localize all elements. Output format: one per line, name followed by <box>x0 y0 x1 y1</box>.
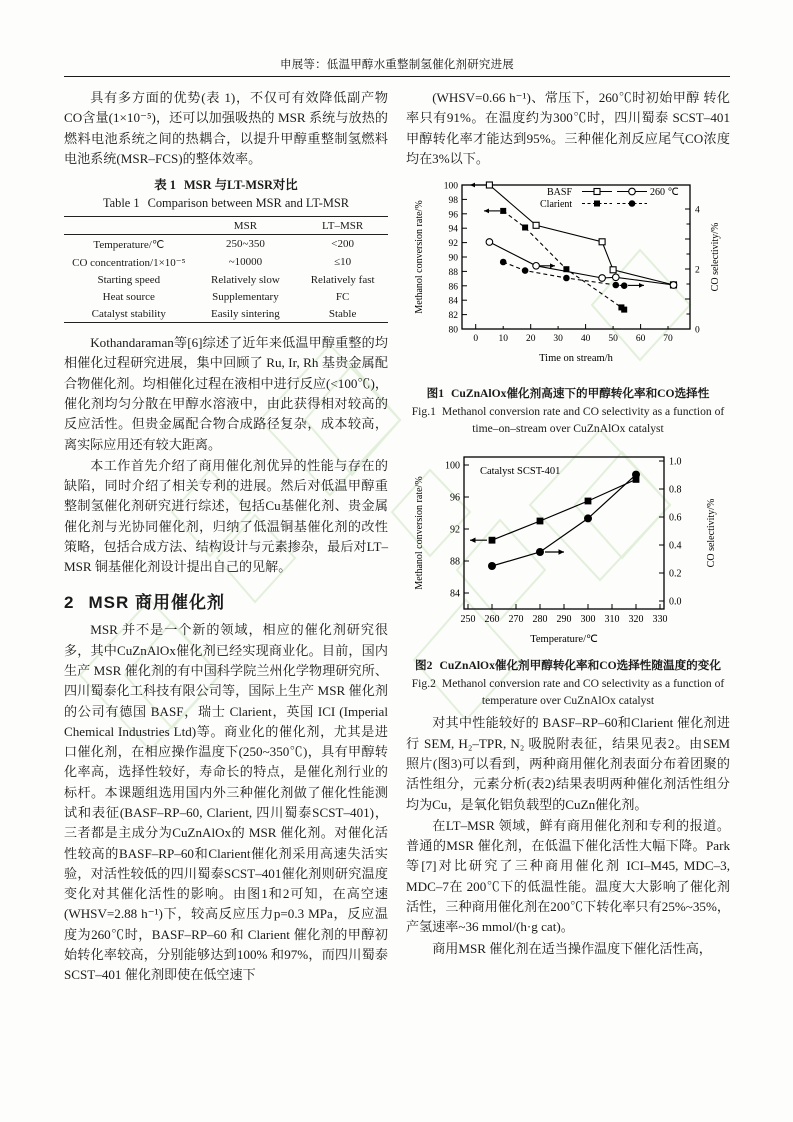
svg-text:92: 92 <box>450 524 460 536</box>
table-1 <box>64 177 388 323</box>
table-header-row <box>64 217 388 235</box>
svg-text:2: 2 <box>695 265 700 276</box>
paragraph: 在LT–MSR 领域，鲜有商用催化剂和专利的报道。普通的MSR 催化剂，在低温下催化活性大幅下降。Park等[7]对比研究了三种商用催化剂 ICI–M45, MDC–3, MDC–7在 200℃下的低温性能。温度大大影响了催化剂活性，三种商用催化剂在200℃下转化率只有25%~35%，产氢速率~36 mmol/(h·g cat)。 <box>406 817 730 935</box>
svg-text:BASF: BASF <box>547 187 573 199</box>
table-cell: Temperature/℃ <box>93 238 165 251</box>
figure-1-xlabel: Time on stream/h <box>539 353 613 365</box>
svg-text:30: 30 <box>553 334 563 345</box>
right-column <box>406 88 730 960</box>
paragraph: Kothandaraman等[6]综述了近年来低温甲醇重整的均相催化过程研究进展，集中回顾了 Ru, Ir, Rh 基贵金属配合物催化剂。均相催化过程在液相中进行反应(<100℃)，催化剂均匀分散在甲醇水溶液中，由此获得相对较高的反应活性。但贵金属配合物合成路径复杂，成本较高，离实际应用还有较大距离。 <box>64 335 388 452</box>
table-cell: Stable <box>297 305 388 323</box>
figure-1-ylabel: Methanol conversion rate/% <box>414 200 425 314</box>
table-row <box>64 288 388 305</box>
svg-text:290: 290 <box>556 614 572 626</box>
figure-1-y2label: CO selectivity/% <box>710 222 721 292</box>
comparison-table <box>64 216 388 323</box>
paragraph: 商用MSR 催化剂在适当操作温度下催化活性高， <box>432 940 712 956</box>
svg-text:0.8: 0.8 <box>669 484 682 496</box>
svg-text:270: 270 <box>508 614 524 626</box>
svg-text:70: 70 <box>663 334 673 345</box>
left-column <box>64 88 388 987</box>
paragraph: 本工作首先介绍了商用催化剂优异的性能与存在的缺陷，同时介绍了相关专利的进展。然后对低温甲醇重整制氢催化剂研究进行综述，包括Cu基催化剂、贵金属催化剂与光协同催化剂，归纳了低温铜基催化剂的改性策略，包括合成方法、结构设计与元素掺杂，最后对LT–MSR 铜基催化剂设计提出自己的见解。 <box>64 457 388 575</box>
figure-1-caption <box>406 385 730 437</box>
paragraph: 具有多方面的优势(表 1)，不仅可有效降低副产物CO含量(1×10⁻⁵)，还可以加强吸热的 MSR 系统与放热的燃料电池系统之间的热耦合，以提升甲醇重整制氢燃料电池系统(MSR–FCS)的整体效率。 <box>64 90 388 166</box>
running-head: 申展等：低温甲醇水重整制氢催化剂研究进展 <box>280 59 514 71</box>
svg-text:260 ℃: 260 ℃ <box>650 187 679 199</box>
svg-text:84: 84 <box>448 296 458 307</box>
table-caption-en-text: Comparison between MSR and LT-MSR <box>147 196 350 211</box>
paragraph: 对其中性能较好的 BASF–RP–60和Clarient 催化剂进行 SEM, H₂–TPR, N₂ 吸脱附表征，结果见表2。由SEM 照片(图3)可以看到，两种商用催化剂表面分布着团聚的活性组分，元素分析(表2)结果表明两种催化剂活性组分均为Cu，是氧化铝负载型的CuZn催化剂。 <box>406 715 730 812</box>
svg-text:96: 96 <box>448 210 458 221</box>
table-row <box>64 271 388 288</box>
svg-text:310: 310 <box>604 614 620 626</box>
figure-1 <box>406 171 730 437</box>
svg-text:40: 40 <box>580 334 591 345</box>
svg-text:82: 82 <box>448 311 458 322</box>
figure-1-legend <box>540 187 679 210</box>
svg-text:0.2: 0.2 <box>669 568 682 580</box>
table-cell: Relatively fast <box>310 273 375 286</box>
table-row <box>64 235 388 254</box>
figure-1-caption-en-label: Fig.1 <box>411 404 436 418</box>
table-col-header-0 <box>64 217 194 235</box>
table-col-header-2: LT–MSR <box>297 217 388 235</box>
svg-text:0.0: 0.0 <box>669 596 682 608</box>
figure-2-caption-cn-text: CuZnAlOx催化剂甲醇转化率和CO选择性随温度的变化 <box>439 659 721 673</box>
figure-1-caption-en-text: Methanol conversion rate and CO selectivity as a function of time–on–stream over CuZnAlOx catalyst <box>441 404 725 435</box>
table-caption-cn-text: MSR 与LT-MSR对比 <box>183 178 298 193</box>
svg-text:0.4: 0.4 <box>669 540 682 552</box>
header-rule <box>64 76 730 77</box>
svg-text:320: 320 <box>628 614 644 626</box>
svg-text:60: 60 <box>635 334 646 345</box>
paragraph: (WHSV=0.66 h⁻¹)、常压下，260℃时初始甲醇 转化率只有91%。在温度约为300℃时，四川蜀泰 SCST–401 甲醇转化率才能达到95%。三种催化剂反应尾气CO浓度均在3%以下。 <box>406 90 730 166</box>
table-cell: <200 <box>331 238 354 251</box>
table-row <box>64 253 388 271</box>
svg-text:98: 98 <box>448 196 458 207</box>
table-cell: ~10000 <box>228 256 263 269</box>
table-cell: FC <box>335 290 350 303</box>
table-cell: ≤10 <box>334 256 352 269</box>
figure-2-chart <box>406 441 730 653</box>
svg-text:90: 90 <box>448 253 458 264</box>
svg-text:280: 280 <box>532 614 548 626</box>
figure-2-annotation: Catalyst SCST-401 <box>480 466 561 478</box>
svg-text:84: 84 <box>450 588 460 600</box>
svg-text:96: 96 <box>450 492 460 504</box>
svg-text:10: 10 <box>498 334 508 345</box>
table-cell: Supplementary <box>212 290 279 303</box>
svg-text:100: 100 <box>443 181 458 192</box>
figure-2-caption-en-text: Methanol conversion rate and CO selectivity as a function of temperature over CuZnAlOx catalyst <box>441 676 725 708</box>
figure-2-ylabel: Methanol conversion rate/% <box>414 476 425 590</box>
svg-text:80: 80 <box>448 325 458 336</box>
svg-text:86: 86 <box>448 282 458 293</box>
table-caption <box>64 177 388 213</box>
svg-text:260: 260 <box>484 614 500 626</box>
table-caption-en-label: Table 1 <box>102 196 140 211</box>
svg-text:0.6: 0.6 <box>669 512 682 524</box>
table-cell: Starting speed <box>97 273 161 286</box>
table-col-header-1: MSR <box>194 217 298 235</box>
figure-2-y2label: CO selectivity/% <box>706 498 717 568</box>
svg-text:94: 94 <box>448 224 458 235</box>
svg-text:20: 20 <box>525 334 536 345</box>
section-title: MSR 商用催化剂 <box>88 593 225 613</box>
svg-text:50: 50 <box>608 334 618 345</box>
svg-text:88: 88 <box>450 556 460 568</box>
figure-2-xlabel: Temperature/℃ <box>530 634 598 646</box>
svg-text:4: 4 <box>695 205 700 216</box>
table-cell: Relatively slow <box>211 273 280 286</box>
svg-text:330: 330 <box>652 614 668 626</box>
table-cell: Heat source <box>102 290 155 303</box>
svg-text:Clarient: Clarient <box>540 199 573 211</box>
svg-text:300: 300 <box>580 614 596 626</box>
table-cell: 250~350 <box>225 238 265 251</box>
table-caption-cn-label: 表 1 <box>154 178 176 193</box>
figure-1-caption-cn-label: 图1 <box>426 387 445 401</box>
svg-text:100: 100 <box>445 460 460 472</box>
figure-1-chart <box>406 171 730 381</box>
section-number: 2 <box>64 593 75 613</box>
svg-text:250: 250 <box>460 614 476 626</box>
paragraph: MSR 并不是一个新的领域，相应的催化剂研究很多，其中CuZnAlOx催化剂已经实现商业化。目前，国内生产 MSR 催化剂的有中国科学院兰州化学物理研究所、四川蜀泰化工科技有限公司等，国际上生产 MSR 催化剂的公司有德国 BASF，瑞士 Clarient，英国 ICI (Imperial Chemical Industries Ltd)等。商业化的催化剂，尤其是进口催化剂，在相应操作温度下(250~350℃)，具有甲醇转化率高，选择性较好，寿命长的特点，是催化剂行业的标杆。本课题组选用国内外三种催化剂做了催化性能测试和表征(BASF–RP–60, Clarient, 四川蜀泰SCST–401)，三者都是主成分为CuZnAlOx的 MSR 催化剂。对催化活性较高的BASF–RP–60和Clarient催化剂采用高速失活实验，对活性较低的四川蜀泰SCST–401催化剂则研究温度变化对其催化活性的影响。由图1和2可知，在高空速(WHSV=2.88 h⁻¹)下，较高反应压力p=0.3 MPa，反应温度为260℃时，BASF–RP–60 和 Clarient 催化剂的甲醇初始转化率较高，分别能够达到100% 和97%，而四川蜀泰 SCST–401 催化剂即使在低空速下 <box>64 622 388 983</box>
table-cell: Catalyst stability <box>64 305 194 323</box>
figure-2-caption <box>406 657 730 709</box>
figure-2-caption-cn-label: 图2 <box>415 659 433 673</box>
svg-text:88: 88 <box>448 268 458 279</box>
svg-text:0: 0 <box>695 325 700 336</box>
svg-text:1.0: 1.0 <box>669 456 682 468</box>
svg-text:92: 92 <box>448 239 458 250</box>
table-row <box>64 305 388 323</box>
table-cell: CO concentration/1×10⁻⁵ <box>72 256 186 269</box>
table-cell: Easily sintering <box>194 305 298 323</box>
section-heading <box>64 588 388 613</box>
figure-2-caption-en-label: Fig.2 <box>411 676 436 690</box>
figure-1-caption-cn-text: CuZnAlOx催化剂高速下的甲醇转化率和CO选择性 <box>451 387 710 401</box>
svg-text:0: 0 <box>473 334 479 345</box>
figure-2 <box>406 441 730 709</box>
